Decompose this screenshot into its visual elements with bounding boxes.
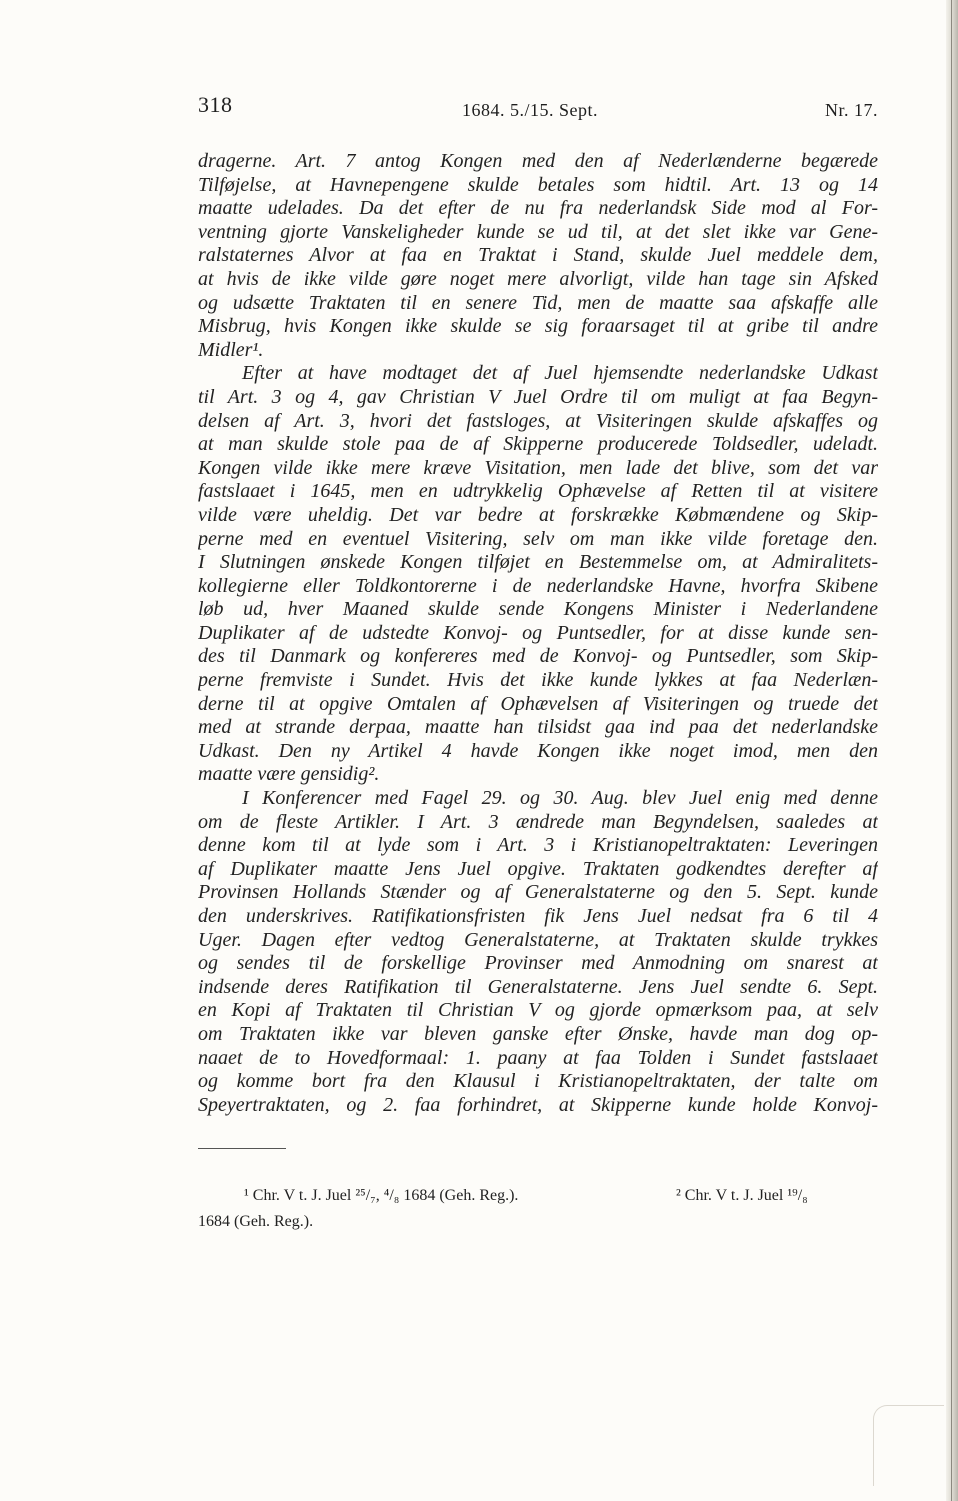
text-line: med at strande derpaa, maatte han tilsidst gaa ind paa det nederlandske: [198, 716, 878, 739]
text-line: vilde være uheldig. Det var bedre at forskrække Købmændene og Skip-: [198, 503, 878, 526]
page-edge-shadow: [946, 0, 958, 1501]
footnote-line: [198, 1209, 878, 1235]
page-header: [198, 92, 878, 126]
text-line: en Kopi af Traktaten til Christian V og gjorde opmærksom paa, at selv: [198, 999, 878, 1022]
footnote-1: ¹ Chr. V t. J. Juel ²⁵/₇, ⁴/₈ 1684 (Geh. Reg.).: [244, 1187, 519, 1204]
text-line: og komme bort fra den Klausul i Kristianopeltraktaten, der talte om: [198, 1070, 878, 1093]
text-line: maatte være gensidig².: [198, 763, 380, 786]
text-line: ralstaternes Alvor at faa en Traktat i Stand, skulde Juel meddele dem,: [198, 244, 878, 267]
text-line: perne fremviste i Sundet. Hvis det ikke kunde lykkes at faa Nederlæn-: [198, 669, 878, 692]
text-line: perne med en eventuel Visitering, selv om man ikke vilde foretage den.: [198, 527, 878, 550]
text-line: at man skulde stole paa de af Skipperne producerede Toldsedler, udeladt.: [198, 433, 878, 456]
text-line: Midler¹.: [198, 338, 264, 361]
text-line: Duplikater af de udstedte Konvoj- og Puntsedler, for at disse kunde sen-: [198, 621, 878, 644]
text-line: Kongen vilde ikke mere kræve Visitation, men lade det blive, som det var: [198, 456, 878, 479]
text-line: Uger. Dagen efter vedtog Generalstaterne, at Traktaten skulde trykkes: [198, 928, 878, 951]
text-line: naaet de to Hovedformaal: 1. paany at faa Tolden i Sundet fastslaaet: [198, 1046, 878, 1069]
footnote-2-continued: 1684 (Geh. Reg.).: [198, 1213, 314, 1230]
text-line: Efter at have modtaget det af Juel hjemsendte nederlandske Udkast: [242, 362, 878, 385]
text-line: des til Danmark og konfereres med de Konvoj- og Puntsedler, som Skip-: [198, 645, 878, 668]
text-line: Provinsen Hollands Stænder og af Generalstaterne og den 5. Sept. kunde: [198, 881, 878, 904]
text-line: dragerne. Art. 7 antog Kongen med den af Nederlænderne begærede: [198, 150, 878, 172]
text-line: fastslaaet i 1645, men en udtrykkelig Ophævelse af Retten til at visitere: [198, 480, 878, 503]
text-line: og sendes til de forskellige Provinser med Anmodning om snarest at: [198, 952, 878, 975]
running-title: 1684. 5./15. Sept.: [462, 100, 599, 120]
page-edge-line: [951, 0, 952, 1501]
text-line: og udsætte Traktaten til en senere Tid, men de maatte saa afskaffe alle: [198, 291, 878, 314]
footnotes: [198, 1183, 878, 1235]
text-line: Tilføjelse, at Havnepengene skulde betales som hidtil. Art. 13 og 14: [198, 173, 878, 196]
text-line: denne kom til at lyde som i Art. 3 i Kristianopeltraktaten: Leveringen: [198, 834, 878, 857]
footnote-2: ² Chr. V t. J. Juel ¹⁹/₈: [676, 1187, 808, 1204]
text-line: at hvis de ikke vilde gøre noget mere alvorligt, vilde han tage sin Afsked: [198, 267, 878, 290]
footnote-line: [198, 1183, 878, 1209]
text-line: Udkast. Den ny Artikel 4 havde Kongen ikke noget imod, men den: [198, 739, 878, 762]
text-line: Misbrug, hvis Kongen ikke skulde se sig foraarsaget til at gribe til andre: [198, 315, 878, 338]
text-line: derne til at opgive Omtalen af Ophævelsen af Visiteringen og truede det: [198, 692, 878, 715]
footnote-rule: [198, 1148, 286, 1149]
text-line: om de fleste Artikler. I Art. 3 ændrede man Begyndelsen, saaledes at: [198, 810, 878, 833]
text-line: kollegierne eller Toldkontorerne i de nederlandske Havne, hvorfra Skibene: [198, 574, 878, 597]
text-line: løb ud, hver Maaned skulde sende Kongens Minister i Nederlandene: [198, 598, 878, 621]
text-line: til Art. 3 og 4, gav Christian V Juel Ordre til om muligt at faa Begyn-: [198, 385, 878, 408]
text-line: af Duplikater maatte Jens Juel opgive. Traktaten godkendtes derefter af: [198, 857, 878, 880]
page-scan-mark: [873, 1405, 944, 1486]
document-number: Nr. 17.: [825, 100, 878, 120]
text-line: den underskrives. Ratifikationsfristen fik Jens Juel nedsat fra 6 til 4: [198, 905, 878, 927]
text-line: ventning gjorte Vanskeligheder kunde se ud til, at det slet ikke var Gene-: [198, 220, 878, 243]
page-number: 318: [198, 92, 233, 117]
text-line: I Konferencer med Fagel 29. og 30. Aug. blev Juel enig med denne: [242, 787, 878, 810]
text-line: Speyertraktaten, og 2. faa forhindret, at Skipperne kunde holde Konvoj-: [198, 1093, 878, 1116]
text-line: I Slutningen ønskede Kongen tilføjet en Bestemmelse om, at Admiralitets-: [198, 551, 878, 574]
text-line: delsen af Art. 3, hvori det fastsloges, at Visiteringen skulde afskaffes og: [198, 409, 878, 432]
text-line: om Traktaten ikke var bleven ganske efter Ønske, havde man dog op-: [198, 1022, 878, 1045]
text-line: indsende deres Ratifikation til Generalstaterne. Jens Juel sendte 6. Sept.: [198, 975, 878, 998]
text-line: maatte udelades. Da det efter de nu fra nederlandsk Side mod al For-: [198, 197, 878, 220]
body-text: [198, 150, 878, 1117]
